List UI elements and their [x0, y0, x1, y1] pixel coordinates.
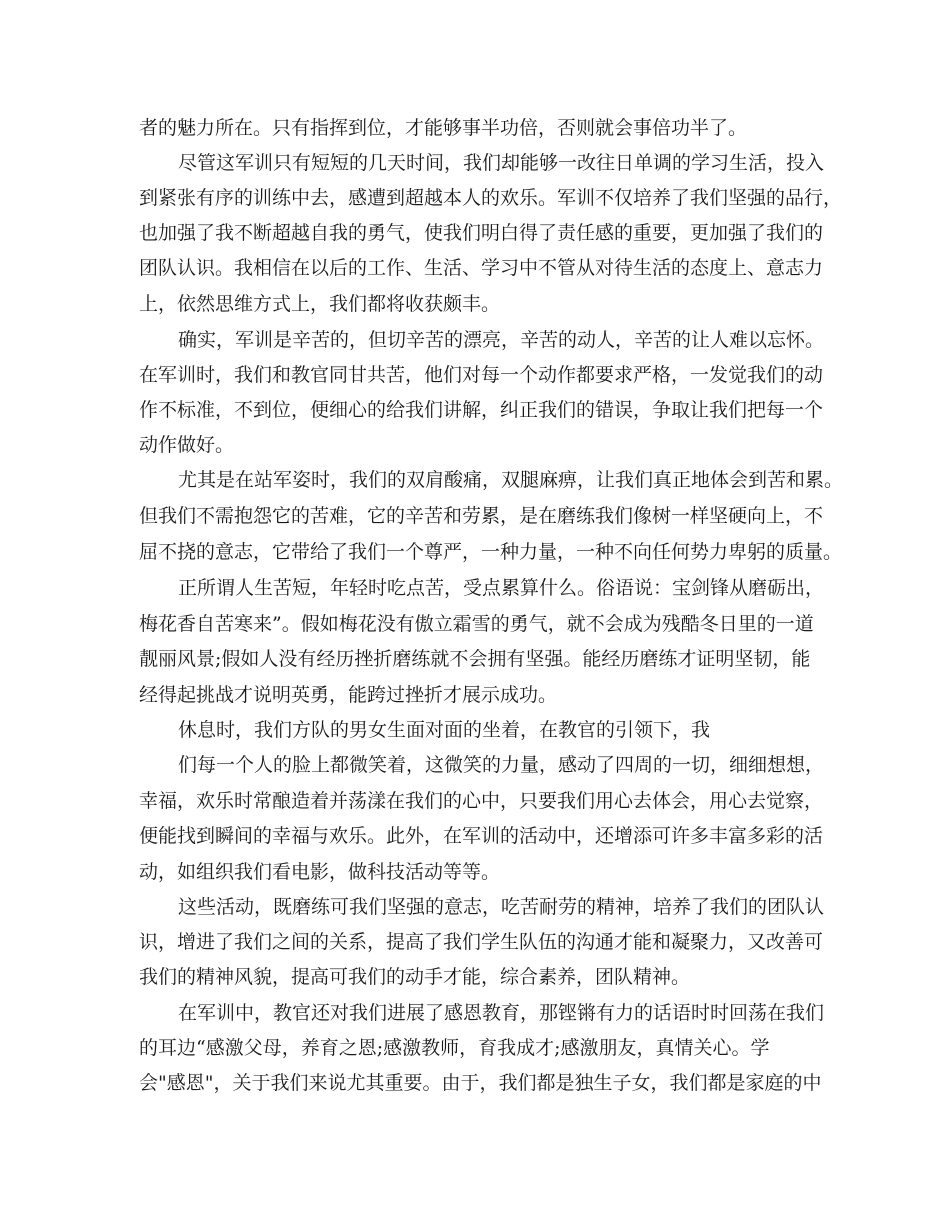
text-line: 我们的精神风貌，提高可我们的动手才能，综合素养，团队精神。 [139, 966, 691, 988]
text-line: 的耳边“感激父母，养育之恩;感激教师，育我成才;感激朋友，真情关心。学 [139, 1037, 770, 1059]
text-line: 动作做好。 [139, 434, 235, 456]
text-line: 在军训时，我们和教官同甘共苦，他们对每一个动作都要求严格，一发觉我们的动 [139, 364, 824, 386]
text-line: 便能找到瞬间的幸福与欢乐。此外，在军训的活动中，还增添可许多丰富多彩的活 [139, 825, 824, 847]
text-line: 靓丽风景;假如人没有经历挫折磨练就不会拥有坚强。能经历磨练才证明坚韧，能 [139, 648, 811, 670]
text-line: 屈不挠的意志，它带给了我们一个尊严，一种力量，一种不向任何势力卑躬的质量。 [139, 541, 843, 563]
text-line: 但我们不需抱怨它的苦难，它的辛苦和劳累，是在磨练我们像树一样坚硬向上，不 [139, 505, 824, 527]
text-line: 在军训中，教官还对我们进展了感恩教育，那铿锵有力的话语时时回荡在我们 [178, 1002, 825, 1024]
text-line: 们每一个人的脸上都微笑着，这微笑的力量，感动了四周的一切，细细想想， [178, 754, 825, 776]
text-line: 经得起挑战才说明英勇，能跨过挫折才展示成功。 [139, 684, 558, 706]
text-line: 作不标准，不到位，便细心的给我们讲解，纠正我们的错误，争取让我们把每一个 [139, 399, 824, 421]
text-line: 团队认识。我相信在以后的工作、生活、学习中不管从对待生活的态度上、意志力 [139, 257, 824, 279]
text-line: 确实，军训是辛苦的，但切辛苦的漂亮，辛苦的动人，辛苦的让人难以忘怀。 [178, 329, 825, 351]
text-line: 识，增进了我们之间的关系，提高了我们学生队伍的沟通才能和凝聚力，又改善可 [139, 931, 824, 953]
text-line: 幸福，欢乐时常酿造着并荡漾在我们的心中，只要我们用心去体会，用心去觉察， [139, 790, 824, 812]
text-line: 到紧张有序的训练中去，感遭到超越本人的欢乐。军训不仅培养了我们坚强的品行， [139, 187, 843, 209]
text-line: 尤其是在站军姿时，我们的双肩酸痛，双腿麻痹，让我们真正地体会到苦和累。 [178, 469, 844, 491]
text-line: 尽管这军训只有短短的几天时间，我们却能够一改往日单调的学习生活，投入 [178, 152, 825, 174]
text-line: 正所谓人生苦短，年轻时吃点苦，受点累算什么。俗语说：宝剑锋从磨砺出， [178, 577, 825, 599]
text-line: 者的魅力所在。只有指挥到位，才能够事半功倍，否则就会事倍功半了。 [139, 117, 748, 139]
text-line: 这些活动，既磨练可我们坚强的意志，吃苦耐劳的精神，培养了我们的团队认 [178, 896, 825, 918]
text-line: 休息时，我们方队的男女生面对面的坐着，在教官的引领下，我 [178, 719, 711, 741]
text-line: 梅花香自苦寒来”。假如梅花没有傲立霜雪的勇气，就不会成为残酷冬日里的一道 [139, 613, 814, 635]
text-line: 会"感恩"，关于我们来说尤其重要。由于，我们都是独生子女，我们都是家庭的中 [139, 1072, 822, 1094]
text-line: 上，依然思维方式上，我们都将收获颇丰。 [139, 293, 501, 315]
text-line: 也加强了我不断超越自我的勇气，使我们明白得了责任感的重要，更加强了我们的 [139, 222, 824, 244]
text-line: 动，如组织我们看电影，做科技活动等等。 [139, 861, 501, 883]
